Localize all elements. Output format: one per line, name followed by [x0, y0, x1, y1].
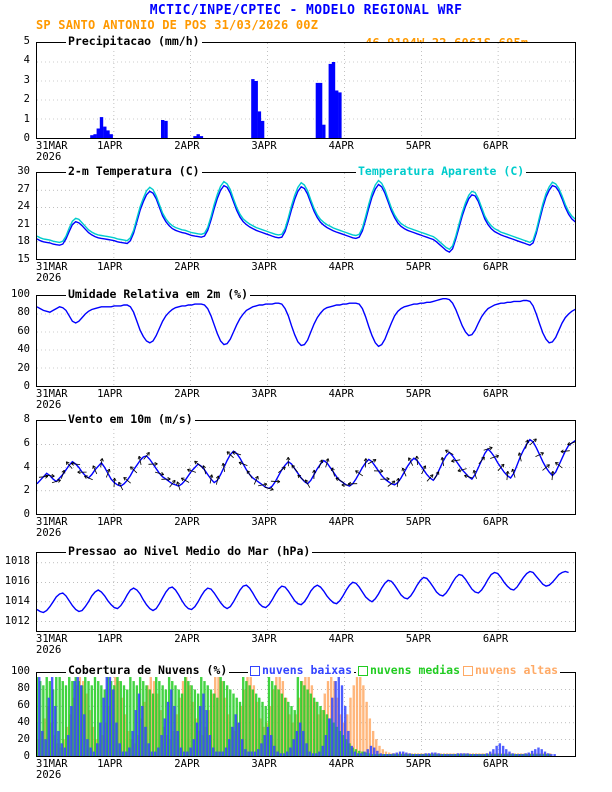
y-tick-label: 60: [17, 699, 30, 711]
x-axis-year: 2026: [36, 527, 62, 539]
x-tick-label: 6APR: [482, 633, 509, 645]
plot-area-3: [36, 420, 576, 515]
y-tick-label: 4: [23, 54, 30, 67]
legend-item-2: nuvens altas: [461, 663, 560, 677]
plot-area-1: [36, 172, 576, 260]
x-tick-label: 31MAR: [36, 388, 68, 400]
x-tick-label: 5APR: [405, 758, 431, 770]
x-tick-label: 2APR: [174, 261, 200, 273]
y-tick-label: 2: [23, 93, 30, 106]
plot-area-0: [36, 42, 576, 139]
y-tick-label: 1: [23, 112, 30, 125]
y-tick-label: 1016: [4, 575, 30, 587]
y-tick-label: 40: [17, 343, 30, 356]
x-tick-label: 4APR: [328, 516, 354, 528]
panel-title-2: Umidade Relativa em 2m (%): [68, 287, 249, 301]
plot-area-4: [36, 552, 576, 632]
x-tick-label: 1APR: [97, 261, 123, 273]
x-tick-label: 3APR: [251, 388, 277, 400]
y-tick-label: 6: [23, 436, 30, 449]
y-tick-label: 80: [17, 306, 30, 319]
y-tick-label: 4: [23, 460, 30, 473]
y-tick-label: 40: [17, 716, 30, 728]
x-tick-label: 4APR: [328, 261, 354, 273]
panel-title-apparent: Temperatura Aparente (C): [358, 164, 525, 178]
legend-swatch-icon: [250, 666, 260, 676]
y-tick-label: 20: [17, 733, 30, 745]
x-axis-year: 2026: [36, 399, 62, 411]
panel-title-1: 2-m Temperatura (C): [68, 164, 200, 178]
y-tick-label: 18: [17, 235, 30, 248]
y-tick-label: 60: [17, 324, 30, 337]
legend-swatch-icon: [358, 666, 368, 676]
y-tick-label: 8: [23, 413, 30, 425]
x-tick-label: 3APR: [251, 633, 277, 645]
x-tick-label: 5APR: [405, 633, 431, 645]
plot-area-2: [36, 295, 576, 387]
y-tick-label: 21: [17, 217, 30, 230]
y-tick-label: 2: [23, 484, 30, 497]
y-tick-label: 0: [23, 132, 30, 144]
y-tick-label: 1018: [4, 555, 30, 567]
x-axis-year: 2026: [36, 644, 62, 656]
y-tick-label: 5: [23, 35, 30, 47]
y-tick-label: 0: [23, 750, 30, 762]
x-tick-label: 6APR: [482, 388, 509, 400]
x-tick-label: 2APR: [174, 388, 200, 400]
x-tick-label: 1APR: [97, 140, 123, 152]
x-tick-label: 5APR: [405, 516, 431, 528]
y-tick-label: 27: [17, 182, 30, 195]
panel-title-5: Cobertura de Nuvens (%): [68, 663, 228, 677]
x-tick-label: 1APR: [97, 758, 123, 770]
legend-item-1: nuvens medias: [356, 663, 462, 677]
y-tick-label: 1014: [4, 595, 30, 607]
y-tick-label: 1012: [4, 615, 30, 627]
y-tick-label: 100: [11, 665, 30, 677]
x-tick-label: 4APR: [328, 633, 354, 645]
y-tick-label: 100: [11, 288, 30, 300]
legend-swatch-icon: [463, 666, 473, 676]
x-axis-year: 2026: [36, 151, 62, 163]
x-tick-label: 1APR: [97, 633, 123, 645]
x-tick-label: 6APR: [482, 516, 509, 528]
x-tick-label: 2APR: [174, 758, 200, 770]
x-tick-label: 4APR: [328, 140, 354, 152]
x-tick-label: 3APR: [251, 140, 277, 152]
station-header: [0, 18, 612, 33]
x-axis-year: 2026: [36, 272, 62, 284]
legend-item-0: nuvens baixas: [248, 663, 354, 677]
y-tick-label: 0: [23, 380, 30, 392]
panel-title-0: Precipitacao (mm/h): [68, 34, 200, 48]
y-tick-label: 20: [17, 361, 30, 374]
x-tick-label: 3APR: [251, 758, 277, 770]
x-axis-year: 2026: [36, 769, 62, 781]
x-tick-label: 6APR: [482, 261, 509, 273]
y-tick-label: 3: [23, 73, 30, 86]
y-tick-label: 80: [17, 682, 30, 694]
x-tick-label: 1APR: [97, 516, 123, 528]
station-name: SP SANTO ANTONIO DE POS 31/03/2026 00Z: [36, 18, 319, 32]
y-tick-label: 15: [17, 253, 30, 265]
x-tick-label: 31MAR: [36, 758, 68, 770]
panel-title-3: Vento em 10m (m/s): [68, 412, 193, 426]
x-tick-label: 2APR: [174, 516, 200, 528]
x-tick-label: 31MAR: [36, 516, 68, 528]
plot-area-5: [36, 672, 576, 757]
x-tick-label: 3APR: [251, 516, 277, 528]
x-tick-label: 5APR: [405, 388, 431, 400]
x-tick-label: 31MAR: [36, 140, 68, 152]
panel-title-4: Pressao ao Nivel Medio do Mar (hPa): [68, 544, 311, 558]
x-tick-label: 2APR: [174, 633, 200, 645]
x-tick-label: 6APR: [482, 758, 509, 770]
x-tick-label: 2APR: [174, 140, 200, 152]
x-tick-label: 4APR: [328, 388, 354, 400]
x-tick-label: 1APR: [97, 388, 123, 400]
x-tick-label: 3APR: [251, 261, 277, 273]
x-tick-label: 5APR: [405, 140, 431, 152]
x-tick-label: 5APR: [405, 261, 431, 273]
page-title: MCTIC/INPE/CPTEC - MODELO REGIONAL WRF: [149, 3, 463, 18]
x-tick-label: 6APR: [482, 140, 509, 152]
y-tick-label: 0: [23, 508, 30, 520]
y-tick-label: 30: [17, 165, 30, 177]
x-tick-label: 31MAR: [36, 261, 68, 273]
x-tick-label: 31MAR: [36, 633, 68, 645]
x-tick-label: 4APR: [328, 758, 354, 770]
y-tick-label: 24: [17, 200, 30, 213]
